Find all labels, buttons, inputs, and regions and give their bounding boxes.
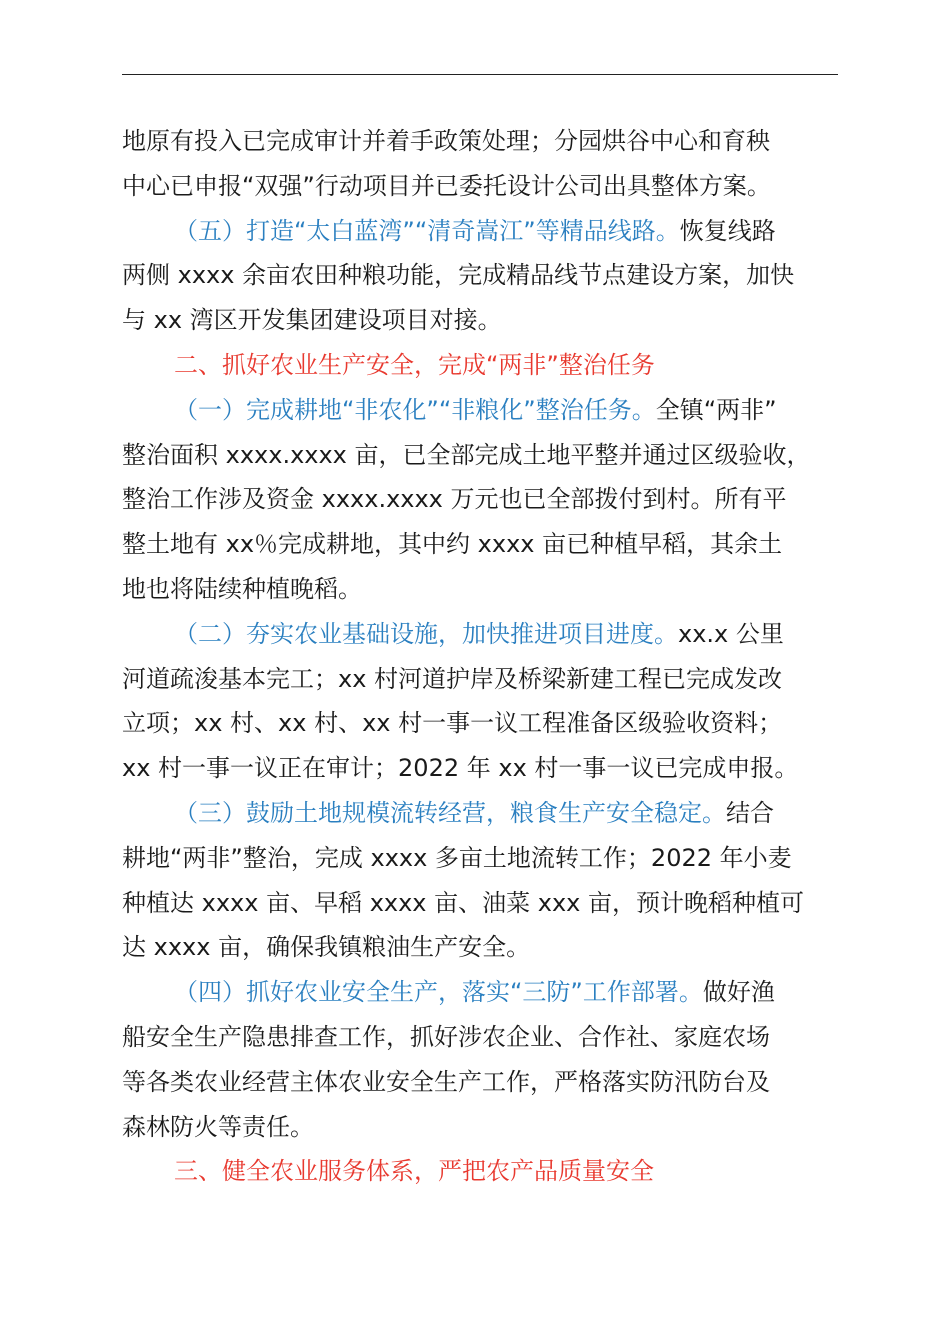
- text-line: [122, 657, 858, 702]
- body-text: 地也将陆续种植晚稻。: [122, 574, 362, 603]
- body-text: 结合: [726, 798, 774, 827]
- body-text: xx 村一事一议正在审计；2022 年 xx 村一事一议已完成申报。: [122, 754, 799, 783]
- body-text: 地原有投入已完成审计并着手政策处理；分园烘谷中心和育秧: [122, 127, 770, 155]
- subsection-title: （四）抓好农业安全生产，落实“三防”工作部署。: [174, 978, 703, 1007]
- body-text: 耕地“两非”整治，完成 xxxx 多亩土地流转工作；2022 年小麦: [122, 843, 792, 872]
- text-line: [122, 1015, 858, 1060]
- section-heading: [122, 343, 858, 388]
- section-title: 三、健全农业服务体系，严把农产品质量安全: [174, 1157, 654, 1186]
- text-line: [122, 836, 858, 881]
- body-text: 达 xxxx 亩，确保我镇粮油生产安全。: [122, 933, 531, 962]
- text-line: [122, 567, 858, 612]
- header-rule: [122, 74, 838, 75]
- body-text: 船安全生产隐患排查工作，抓好涉农企业、合作社、家庭农场: [122, 1022, 770, 1051]
- text-line: [122, 1060, 858, 1105]
- subsection-title: （五）打造“太白蓝湾”“清奇嵩江”等精品线路。: [174, 216, 680, 245]
- body-text: xx.x 公里: [678, 619, 784, 648]
- body-text: 与 xx 湾区开发集团建设项目对接。: [122, 306, 502, 335]
- body-text: 恢复线路: [679, 216, 776, 245]
- body-text: 森林防火等责任。: [122, 1112, 314, 1141]
- document-body: [122, 119, 858, 1194]
- text-line: [122, 881, 858, 926]
- text-line: [122, 925, 858, 970]
- body-text: 中心已申报“双强”行动项目并已委托设计公司出具整体方案。: [122, 171, 771, 200]
- text-line: [122, 1105, 858, 1150]
- body-text: 等各类农业经营主体农业安全生产工作，严格落实防汛防台及: [122, 1067, 770, 1096]
- text-line: [122, 164, 858, 209]
- text-line: [122, 701, 858, 746]
- text-line: [122, 970, 858, 1015]
- text-line: [122, 298, 858, 343]
- text-line: [122, 209, 858, 254]
- body-text: 整治工作涉及资金 xxxx.xxxx 万元也已全部拨付到村。所有平: [122, 485, 787, 514]
- text-line: [122, 522, 858, 567]
- subsection-title: （三）鼓励土地规模流转经营，粮食生产安全稳定。: [174, 798, 726, 827]
- body-text: 河道疏浚基本完工；xx 村河道护岸及桥梁新建工程已完成发改: [122, 664, 783, 693]
- text-line: [122, 119, 858, 164]
- text-line: [122, 253, 858, 298]
- body-text: 种植达 xxxx 亩、早稻 xxxx 亩、油菜 xxx 亩，预计晚稻种植可: [122, 888, 805, 917]
- body-text: 立项；xx 村、xx 村、xx 村一事一议工程准备区级验收资料；: [122, 709, 783, 738]
- body-text: 全镇“两非”: [655, 395, 777, 424]
- body-text: 整土地有 xx％完成耕地，其中约 xxxx 亩已种植早稻，其余土: [122, 530, 783, 559]
- subsection-title: （一）完成耕地“非农化”“非粮化”整治任务。: [174, 395, 656, 424]
- section-title: 二、抓好农业生产安全，完成“两非”整治任务: [174, 350, 655, 379]
- text-line: [122, 477, 858, 522]
- text-line: [122, 433, 858, 478]
- text-line: [122, 746, 858, 791]
- body-text: 整治面积 xxxx.xxxx 亩，已全部完成土地平整并通过区级验收，: [122, 440, 811, 469]
- text-line: [122, 388, 858, 433]
- section-heading: [122, 1149, 858, 1194]
- subsection-title: （二）夯实农业基础设施，加快推进项目进度。: [174, 619, 678, 648]
- body-text: 两侧 xxxx 余亩农田种粮功能，完成精品线节点建设方案，加快: [122, 261, 795, 290]
- text-line: [122, 612, 858, 657]
- body-text: 做好渔: [702, 978, 775, 1007]
- text-line: [122, 791, 858, 836]
